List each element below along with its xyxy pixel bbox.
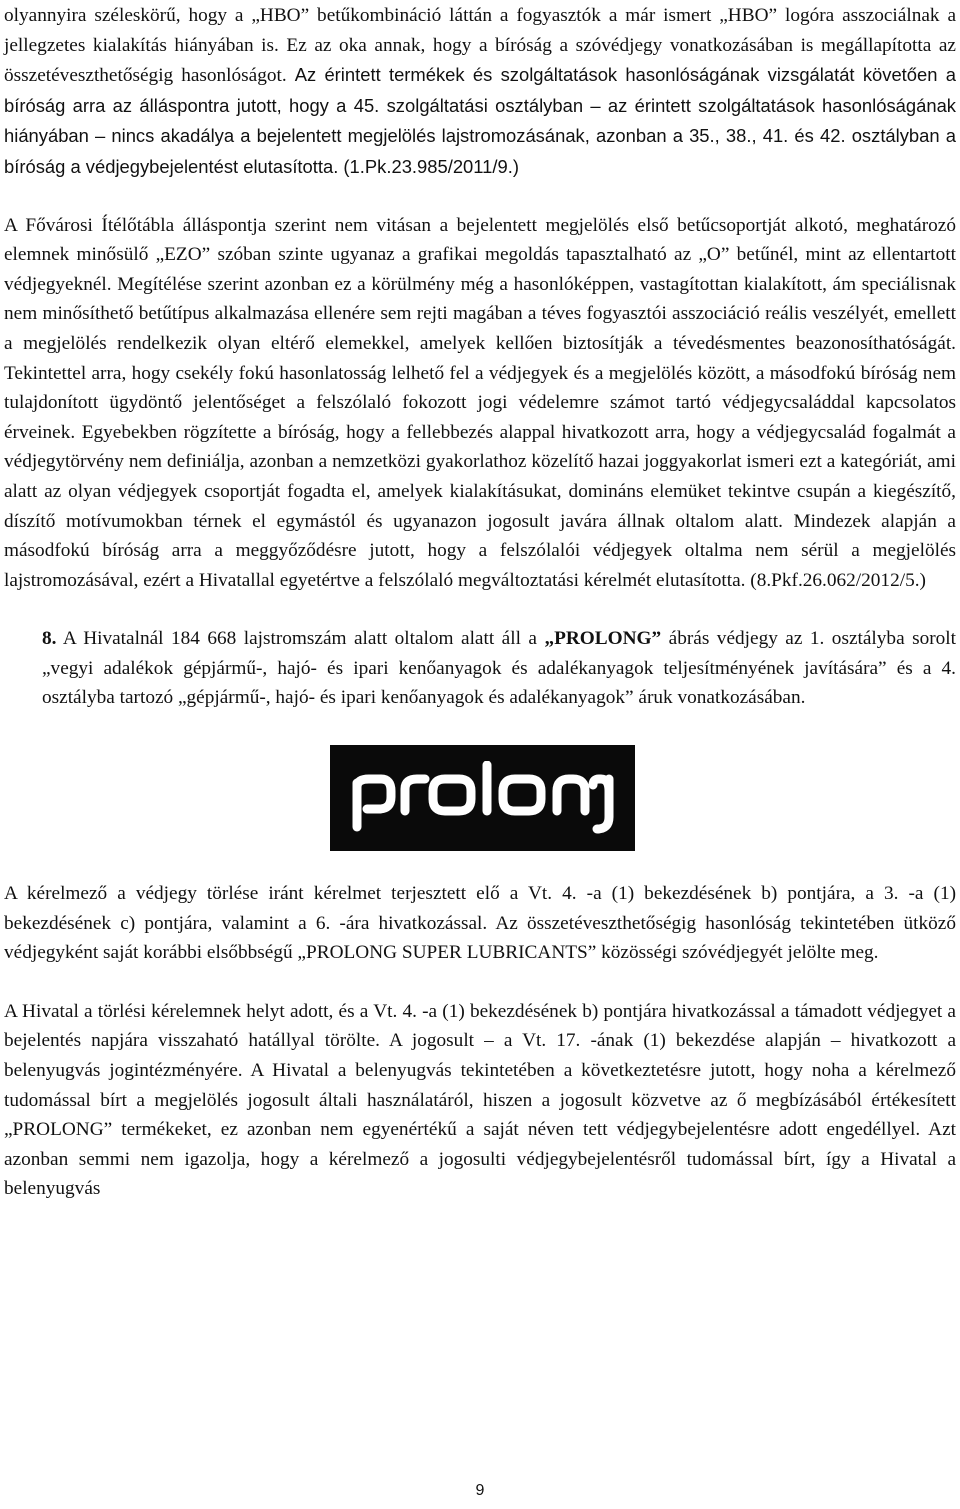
case-goods-text: ábrás védjegy az 1. osztályba sorolt „vegyi adalékok gépjármű-, hajó- és ipari kenőanyagok és adalékanyagok teljesítményének javítására” és a 4. osztályba tartozó „gépjármű-, hajó- és ipari kenőanyagok és adalékanyagok” áruk vonatkozásában. [42, 628, 957, 709]
trademark-name: „PROLONG” [544, 628, 662, 650]
paragraph-cancellation-request: A kérelmező a védjegy törlése iránt kérelmet terjesztett elő a Vt. 4. -a (1) bekezdésének b) pontjára, a 3. -a (1) bekezdésének c) pontjára, valamint a 6. -ára hivatkozással. Az összetéveszthetőségig hasonlóság tekintetében ütköző védjegyként saját korábbi elsőbbségű „PROLONG SUPER LUBRICANTS” közösségi szóvédjegyét jelölte meg. [4, 883, 956, 964]
paragraph-appeal-court: A Fővárosi Ítélőtábla álláspontja szerint nem vitásan a bejelentett megjelölés első betűcsoportját alkotó, meghatározó elemnek minősülő „EZO” szóban szinte ugyanaz a grafikai megoldás tapasztalható az „O” betűnél, mint az ellentartott védjegyeknél. Megítélése szerint azonban ez a körülmény még a hasonlóképpen, vastagítottan kialakított, ám speciálisnak nem minősíthető betűtípus alkalmazása ellenére sem rejti magában a téves fogyasztói asszociáció reális veszélyét, emellett a megjelölés rendelkezik olyan eltérő elemekkel, amelyek kellően biztosítják a tévedésmentes beazonosíthatóságát. Tekintettel arra, hogy csekély fokú hasonlatosság lelhető fel a védjegyek és a megjelölés között, a másodfokú bíróság nem tulajdonított ügydöntő jelentőséget a felszólaló fokozott jogi védelemre számot tartó védjegycsaláddal kapcsolatos érveinek. Egyebekben rögzítette a bíróság, hogy a fellebbezés alappal hivatkozott arra, hogy a védjegycsalád fogalmát a védjegytörvény nem definiálja, azonban a nemzetközi gyakorlathoz közelítő hazai joggyakorlat ismeri ezt a kategóriát, ami alatt az olyan védjegyek csoportját fogadta el, amelyek kialakításukat, domináns elemüket tekintve csupán a kiegészítő, díszítő motívumokban térnek el egymástól és ugyanazon jogosult javára állnak oltalom alatt. Mindezek alapján a másodfokú bíróság arra a meggyőződésre jutott, hogy a felszólalói védjegyek oltalma nem sérül a megjelölés lajstromozásával, ezért a Hivatallal egyetértve a felszólaló megváltoztatási kérelmét elutasította. (8.Pkf.26.062/2012/5.) [4, 214, 956, 591]
case-intro-text: A Hivatalnál 184 668 lajstromszám alatt oltalom alatt áll a [56, 628, 545, 650]
document-page [4, 0, 956, 1204]
page-number: 9 [475, 1482, 485, 1499]
paragraph-services-text: Az érintett termékek és szolgáltatások hasonlóságának vizsgálatát követően a bíróság arra az álláspontra jutott, hogy a 45. szolgáltatási osztályban – az érintett szolgáltatások hasonlóságának hiányában – nincs akadálya a bejelentett megjelölés lajstromozásának, azonban a 35., 38., 41. és 42. osztályban a bíróság a védjegybejelentést elutasította. (1.Pk.23.985/2011/9.) [4, 64, 956, 177]
paragraph-office-decision: A Hivatal a törlési kérelemnek helyt adott, és a Vt. 4. -a (1) bekezdésének b) pontjára hivatkozással a támadott védjegyet a bejelentés napjára visszaható hatállyal törölte. A jogosult – a Vt. 17. -ának (1) bekezdése alapján – hivatkozott a belenyugvás jogintézményére. A Hivatal a belenyugvás tekintetében a következtetésre jutott, hogy noha a kérelmező tudomással bírt a megjelölés jogosult általi használatáról, hiszen a jogosult közvetve az ő megbízásából értékesített „PROLONG” termékeket, ez azonban nem egyenértékű a saját néven tett védjegybejelentésre adott engedéllyel. Azt azonban semmi nem igazolja, hogy a kérelmező a jogosulti védjegybejelentésről tudomással bírt, így a Hivatal a belenyugvás [4, 1000, 956, 1200]
prolong-logo [330, 745, 635, 851]
case-number: 8. [42, 628, 57, 650]
prolong-logo-wordmark [347, 761, 619, 835]
paragraph-hbo-text: olyannyira széleskörű, hogy a „HBO” betűkombináció láttán a fogyasztók a már ismert „HBO” logóra asszociálnak a jellegzetes kialakítás hiányában is. Ez az oka annak, hogy a bíróság a szóvédjegy vonatkozásában is megállapította az összetéveszthetőségig hasonlóságot. [4, 5, 956, 87]
paragraph-hbo-conclusion [4, 0, 956, 183]
paragraph-prolong-case [4, 624, 956, 713]
prolong-logo-area [4, 723, 956, 879]
